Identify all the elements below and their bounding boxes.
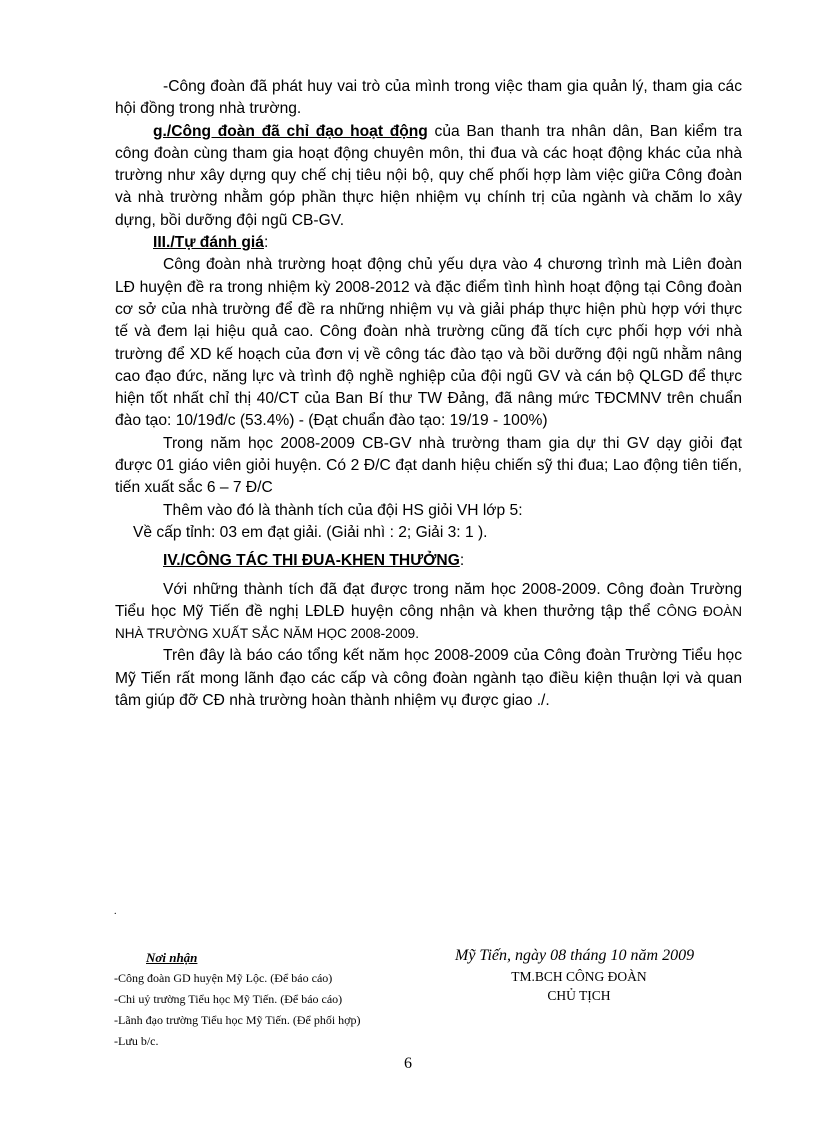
recipient-item: -Lãnh đạo trường Tiểu học Mỹ Tiến. (Để phối hợp) — [114, 1013, 361, 1027]
paragraph-self-assessment: Công đoàn nhà trường hoạt động chủ yếu dựa vào 4 chương trình mà Liên đoàn LĐ huyện đề ra trong nhiệm kỳ 2008-2012 và đặc điểm tình hình hoạt động tại Công đoàn cơ sở của nhà trường để đề ra những nhiệm vụ và giải pháp thực hiện phù hợp với thực tế và đem lại hiệu quả cao. Công đoàn nhà trường cũng đã tích cực phối hợp với nhà trường để XD kế hoạch của đơn vị về công tác đào tạo và bồi dưỡng đội ngũ nhằm nâng cao đạo đức, năng lực và trình độ nghề nghiệp của đội ngũ GV và cán bộ QLGD để thực hiện tốt nhất chỉ thị 40/CT của Ban Bí thư TW Đảng, đã nâng mức TĐCMNV trên chuẩn đào tạo: 10/19đ/c (53.4%) - (Đạt chuẩn đào tạo: 19/19 - 100%) — [115, 256, 742, 430]
section-iv-heading-line — [115, 550, 742, 572]
signature-date: Mỹ Tiến, ngày 08 tháng 10 năm 2009 — [455, 947, 695, 964]
paragraph-closing: Trên đây là báo cáo tổng kết năm học 2008-2009 của Công đoàn Trường Tiểu học Mỹ Tiến rất mong lãnh đạo các cấp và công đoàn ngành tạo điều kiện thuận lợi và quan tâm giúp đỡ CĐ nhà trường hoàn thành nhiệm vụ được giao ./. — [115, 647, 742, 710]
recipient-item: -Lưu b/c. — [114, 1034, 159, 1048]
award-proposal-caps: CÔNG ĐOÀN NHÀ TRƯỜNG XUẤT SẮC NĂM HỌC 2008-2009. — [115, 603, 742, 642]
section-iv-colon: : — [459, 552, 465, 570]
award-proposal-text: Với những thành tích đã đạt được trong năm học 2008-2009. Công đoàn Trường Tiểu học Mỹ Tiến đề nghị LĐLĐ huyện công nhận và khen thưởng tập thể — [115, 580, 742, 620]
section-iv-heading: IV./CÔNG TÁC THI ĐUA-KHEN THƯỞNG — [163, 552, 460, 570]
signature-role: CHỦ TỊCH — [547, 988, 611, 1003]
paragraph-province-awards: Về cấp tỉnh: 03 em đạt giải. (Giải nhì : 2; Giải 3: 1 ). — [133, 523, 488, 541]
stray-mark: . — [114, 906, 117, 917]
section-g-heading: g./Công đoàn đã chỉ đạo hoạt động — [153, 122, 428, 140]
report-body — [115, 76, 742, 712]
recipients-title: Nơi nhận — [146, 950, 198, 965]
paragraph-student-results: Thêm vào đó là thành tích của đội HS giỏi VH lớp 5: — [163, 501, 523, 519]
paragraph-teacher-results: Trong năm học 2008-2009 CB-GV nhà trường tham gia dự thi GV dạy giỏi đạt được 01 giáo viên giỏi huyện. Có 2 Đ/C đạt danh hiệu chiến sỹ thi đua; Lao động tiên tiến, tiến xuất sắc 6 – 7 Đ/C — [115, 434, 742, 497]
section-iii-heading: III./Tự đánh giá — [153, 234, 264, 252]
section-g-text: của Ban thanh tra nhân dân, Ban kiểm tra công đoàn cùng tham gia hoạt động chuyên môn, thi đua và các hoạt động khác của nhà trường như xây dựng quy chế chị tiêu nội bộ, quy chế phối hợp làm việc giữa Công đoàn và nhà trường nhằm góp phần thực hiện nhiệm vụ chính trị của ngành và chăm lo xây dựng, bồi dưỡng đội ngũ CB-GV. — [115, 122, 742, 229]
signature-block — [455, 945, 755, 1005]
paragraph-award-proposal — [115, 579, 742, 646]
page-number: 6 — [404, 1055, 412, 1072]
recipient-item: -Chi uỷ trường Tiểu học Mỹ Tiến. (Để báo cáo) — [114, 992, 343, 1006]
section-iii-colon: : — [263, 234, 269, 252]
paragraph-participation: -Công đoàn đã phát huy vai trò của mình trong việc tham gia quản lý, tham gia các hội đồng trong nhà trường. — [115, 78, 742, 118]
paragraph-section-g — [115, 121, 742, 232]
recipients-block — [114, 947, 444, 1052]
recipient-item: -Công đoàn GD huyện Mỹ Lộc. (Để báo cáo) — [114, 971, 333, 985]
section-iii-heading-line — [115, 232, 742, 254]
signature-org: TM.BCH CÔNG ĐOÀN — [511, 969, 647, 984]
